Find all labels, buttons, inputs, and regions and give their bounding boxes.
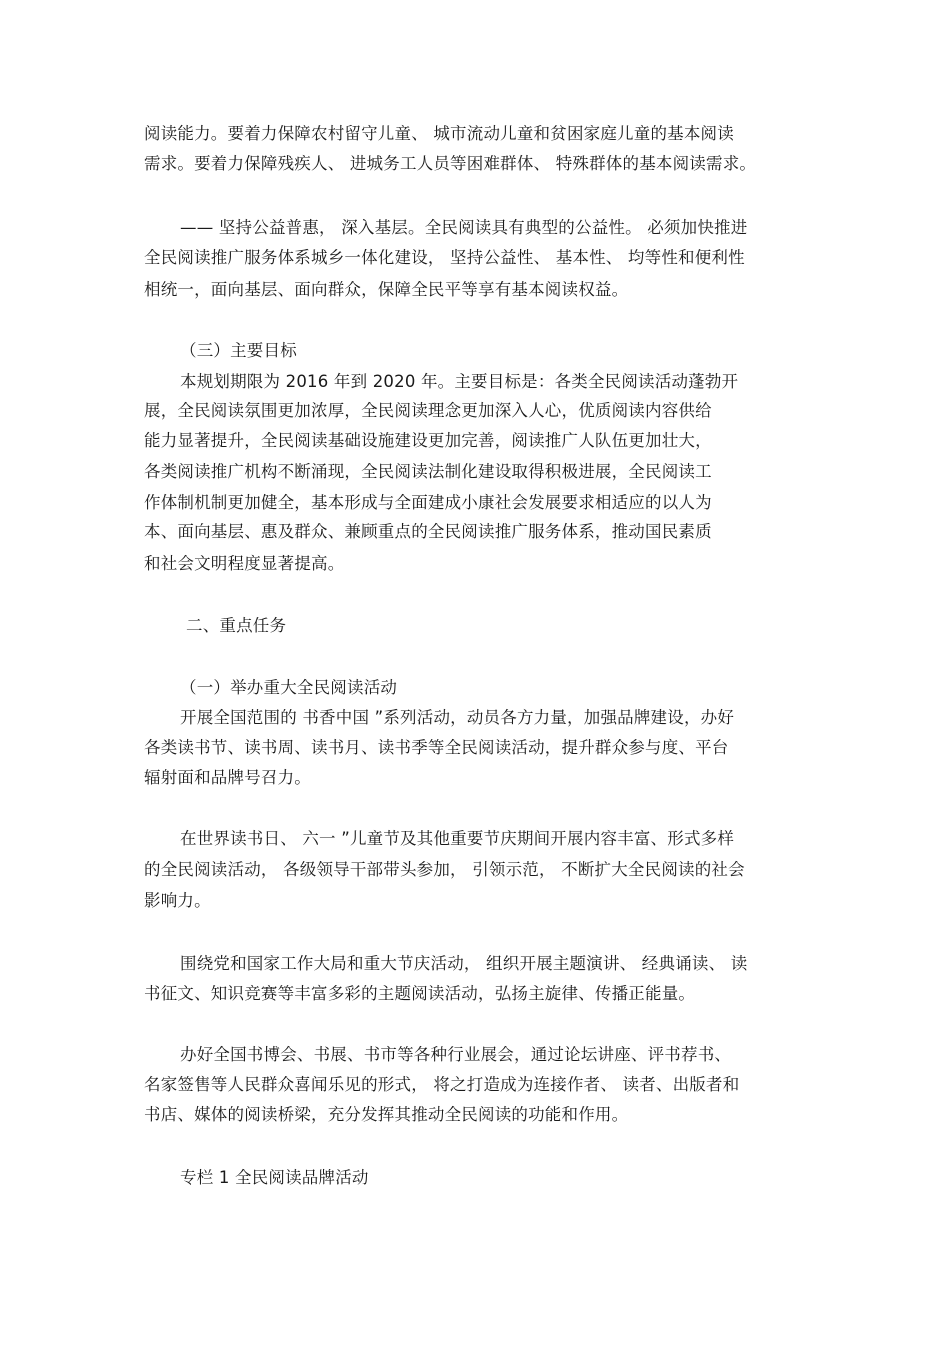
text-line: 本规划期限为 2016 年到 2020 年。主要目标是：各类全民阅读活动蓬勃开 [180,372,739,391]
text-line: 展，全民阅读氛围更加浓厚，全民阅读理念更加深入人心，优质阅读内容供给 [144,401,712,420]
section-heading-key-tasks: 二、重点任务 [186,616,287,635]
text-line: 和社会文明程度显著提高。 [144,554,345,573]
text-line: 书征文、知识竞赛等丰富多彩的主题阅读活动，弘扬主旋律、传播正能量。 [144,984,696,1003]
text-line: 开展全国范围的 书香中国 ”系列活动，动员各方力量，加强品牌建设，办好 [180,708,735,727]
column-heading: 专栏 1 全民阅读品牌活动 [180,1168,369,1187]
text-line: 在世界读书日、 六一 ”儿童节及其他重要节庆期间开展内容丰富、形式多样 [180,829,735,848]
text-line: 各类阅读推广机构不断涌现，全民阅读法制化建设取得积极进展，全民阅读工 [144,462,712,481]
text-line: 辐射面和品牌号召力。 [144,768,311,787]
text-line: 阅读能力。要着力保障农村留守儿童、 城市流动儿童和贫困家庭儿童的基本阅读 [144,124,734,143]
text-line: 相统一，面向基层、面向群众，保障全民平等享有基本阅读权益。 [144,280,629,299]
text-line: 各类读书节、读书周、读书月、读书季等全民阅读活动，提升群众参与度、平台 [144,738,729,757]
text-line: 全民阅读推广服务体系城乡一体化建设， 坚持公益性、 基本性、 均等性和便利性 [144,248,745,267]
text-line: 围绕党和国家工作大局和重大节庆活动， 组织开展主题演讲、 经典诵读、 读 [180,954,748,973]
text-line: 书店、媒体的阅读桥梁，充分发挥其推动全民阅读的功能和作用。 [144,1105,629,1124]
text-line: 本、面向基层、惠及群众、兼顾重点的全民阅读推广服务体系，推动国民素质 [144,522,712,541]
section-heading-main-goals: （三）主要目标 [180,341,297,360]
text-line: 作体制机制更加健全，基本形成与全面建成小康社会发展要求相适应的以人为 [144,493,712,512]
section-heading-major-activities: （一）举办重大全民阅读活动 [180,678,398,697]
text-line: 名家签售等人民群众喜闻乐见的形式， 将之打造成为连接作者、 读者、出版者和 [144,1075,740,1094]
text-line: 需求。要着力保障残疾人、 进城务工人员等困难群体、 特殊群体的基本阅读需求。 [144,154,757,173]
text-line: 的全民阅读活动， 各级领导干部带头参加， 引领示范， 不断扩大全民阅读的社会 [144,860,745,879]
text-line: —— 坚持公益普惠， 深入基层。全民阅读具有典型的公益性。 必须加快推进 [180,218,748,237]
text-line: 办好全国书博会、书展、书市等各种行业展会，通过论坛讲座、评书荐书、 [180,1045,732,1064]
text-line: 能力显著提升，全民阅读基础设施建设更加完善，阅读推广人队伍更加壮大， [144,431,712,450]
text-line: 影响力。 [144,891,211,910]
